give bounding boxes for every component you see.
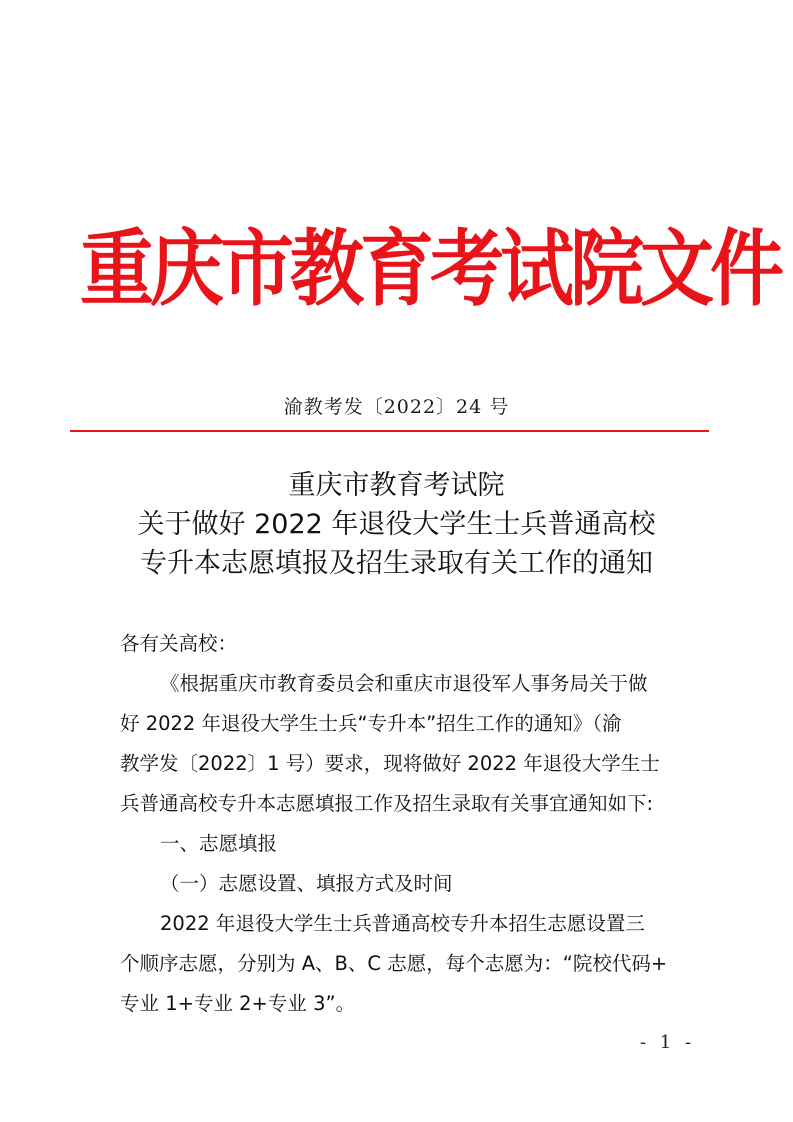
masthead-title: 重庆市教育考试院文件 [80, 221, 780, 318]
subsection-heading: （一）志愿设置、填报方式及时间 [160, 872, 453, 895]
body-line: 2022 年退役大学生士兵普通高校专升本招生志愿设置三 [160, 912, 645, 935]
body-line: 教学发〔2022〕1 号）要求，现将做好 2022 年退役大学生士 [120, 752, 660, 775]
body-line: 《根据重庆市教育委员会和重庆市退役军人事务局关于做 [160, 672, 648, 695]
title-line-2: 关于做好 2022 年退役大学生士兵普通高校 [137, 509, 656, 540]
notice-title [0, 466, 793, 583]
body-line: 专业 1+专业 2+专业 3”。 [120, 992, 356, 1015]
body-line: 兵普通高校专升本志愿填报工作及招生录取有关事宜通知如下: [120, 792, 654, 815]
document-number: 渝教考发〔2022〕24 号 [283, 396, 510, 418]
salutation: 各有关高校： [120, 632, 238, 655]
red-divider-line [70, 430, 709, 432]
title-line-1: 重庆市教育考试院 [288, 470, 505, 501]
section-heading: 一、志愿填报 [160, 832, 278, 855]
notice-body [120, 624, 720, 1024]
body-line: 个顺序志愿，分别为 A、B、C 志愿，每个志愿为：“院校代码+ [120, 952, 668, 975]
title-line-3: 专升本志愿填报及招生录取有关工作的通知 [140, 548, 653, 579]
body-line: 好 2022 年退役大学生士兵“专升本”招生工作的通知》（渝 [120, 712, 622, 735]
page-number: - 1 - [640, 1032, 696, 1053]
